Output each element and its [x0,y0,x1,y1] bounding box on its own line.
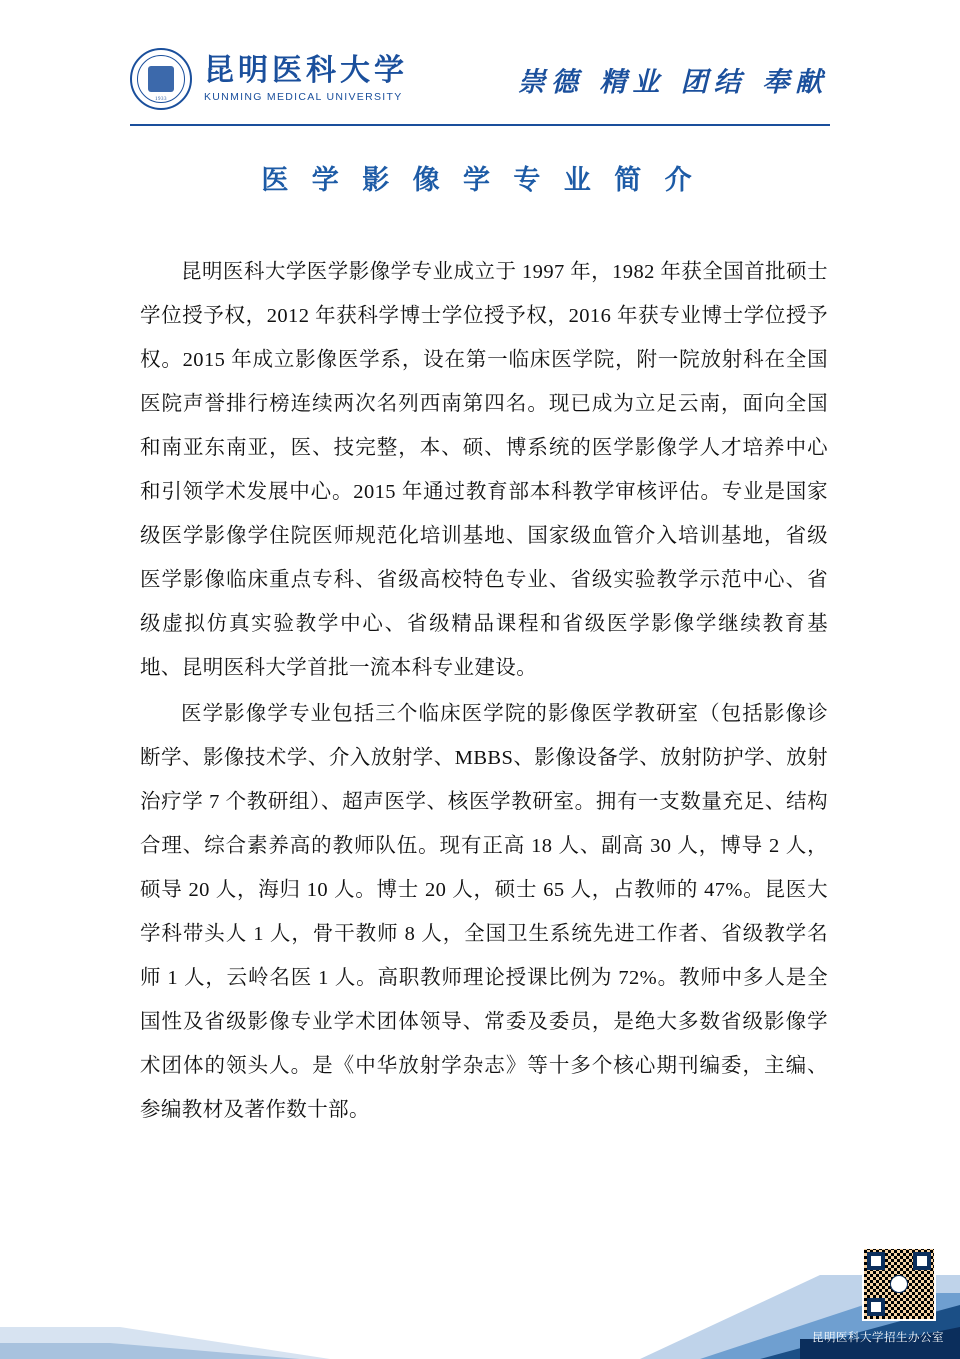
seal-year: 1933 [155,97,167,102]
qr-finder-bottom-left [867,1298,885,1316]
paragraph: 昆明医科大学医学影像学专业成立于 1997 年，1982 年获全国首批硕士学位授予权，2012 年获科学博士学位授予权，2016 年获专业博士学位授予权。2015 年成立影像医学系，设在第一临床医学院，附一院放射科在全国医院声誉排行榜连续两次名列西南第四名。现已成为立足云南，面向全国和南亚东南亚，医、技完整，本、硕、博系统的医学影像学人才培养中心和引领学术发展中心。2015 年通过教育部本科教学审核评估。专业是国家级医学影像学住院医师规范化培训基地、国家级血管介入培训基地，省级医学影像临床重点专科、省级高校特色专业、省级实验教学示范中心、省级虚拟仿真实验教学中心、省级精品课程和省级医学影像学继续教育基地、昆明医科大学首批一流本科专业建设。 [140,261,828,679]
paragraph: 医学影像学专业包括三个临床医学院的影像医学教研室（包括影像诊断学、影像技术学、介入放射学、MBBS、影像设备学、放射防护学、放射治疗学 7 个教研组）、超声医学、核医学教研室。拥有一支数量充足、结构合理、综合素养高的教师队伍。现有正高 18 人、副高 30 人，博导 2 人，硕导 20 人，海归 10 人。博士 20 人，硕士 65 人，占教师的 47%。昆医大学科带头人 1 人，骨干教师 8 人，全国卫生系统先进工作者、省级教学名师 1 人，云岭名医 1 人。高职教师理论授课比例为 72%。教师中多人是全国性及省级影像专业学术团体领导、常委及委员，是绝大多数省级影像学术团体的领头人。是《中华放射学杂志》等十多个核心期刊编委，主编、参编教材及著作数十部。 [140,703,828,1121]
university-name-block [204,55,408,103]
footer-caption: 昆明医科大学招生办公室 [812,1330,944,1344]
page-header [0,0,960,135]
university-seal-icon [130,48,192,110]
header-divider [130,124,830,126]
qr-finder-top-left [867,1252,885,1270]
university-name-en: KUNMING MEDICAL UNIVERSITY [204,90,403,103]
seal-core-mark [148,66,174,92]
page-footer [0,1231,960,1359]
qr-finder-top-right [913,1252,931,1270]
university-motto: 崇德 精业 团结 奉献 [518,66,829,98]
document-body [140,250,828,1134]
university-name-cn: 昆明医科大学 [204,53,408,89]
qr-center-logo [890,1275,908,1293]
page-title: 医 学 影 像 学 专 业 简 介 [261,165,699,196]
brand-block [130,48,830,110]
qr-code[interactable] [862,1247,936,1321]
